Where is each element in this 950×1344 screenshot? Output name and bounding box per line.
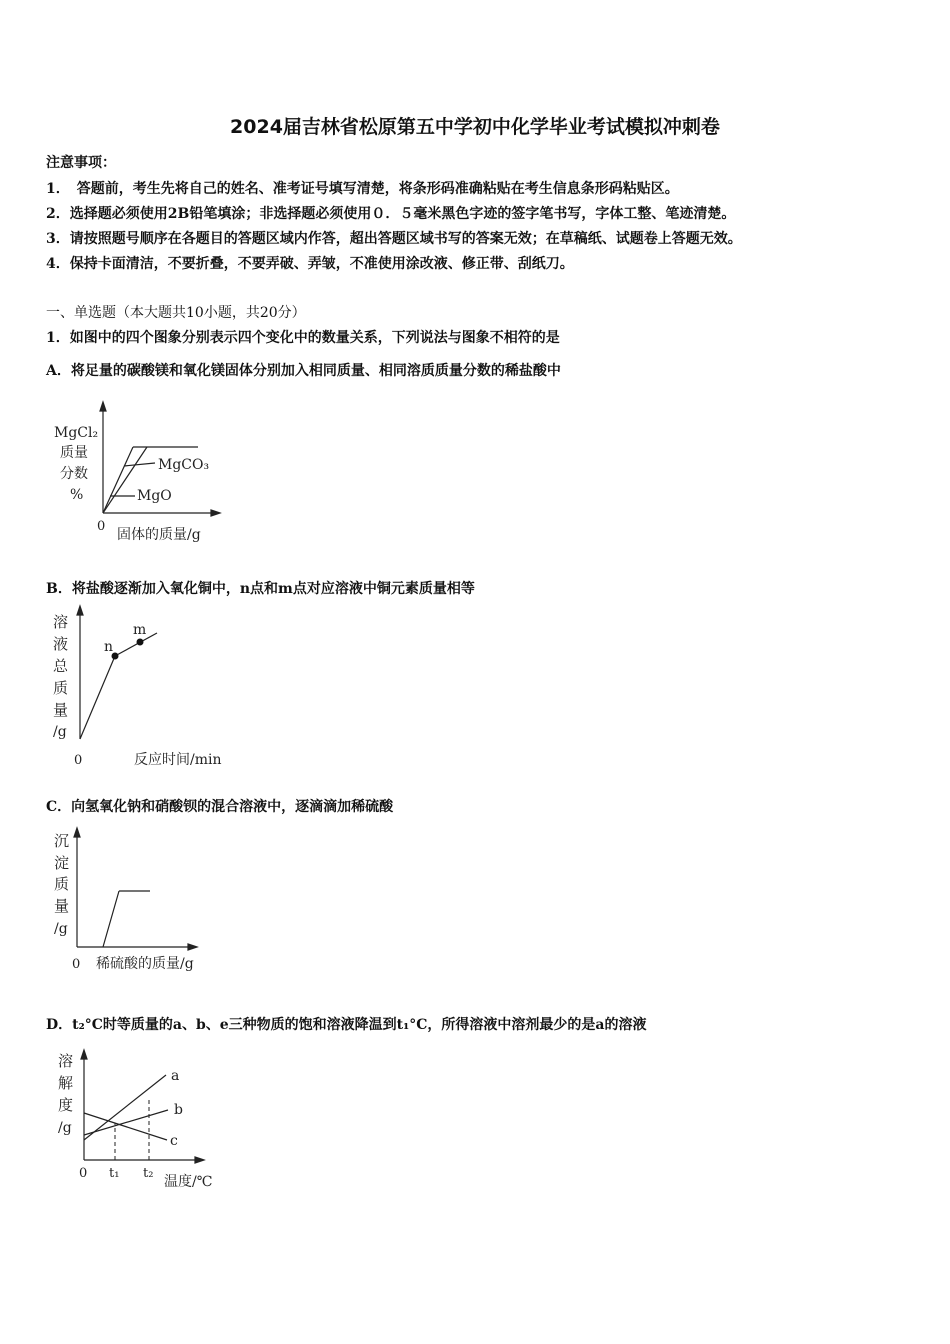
graph-a-xlabel: 固体的质量/g [117,527,201,543]
graph-a-ylabel-1: MgCl₂ [54,425,99,441]
notice-item-3: 3．请按照题号顺序在各题目的答题区域内作答，超出答题区域书写的答案无效；在草稿纸、试题卷上答题无效。 [46,231,742,247]
graph-d-ylabel-3: 度 [58,1096,74,1114]
graph-c-ylabel-5: /g [54,921,68,937]
option-d: D．t₂°C时等质量的a、b、e三种物质的饱和溶液降温到t₁°C，所得溶液中溶剂最少的是a的溶液 [46,1017,647,1033]
graph-a-series-mgco3: MgCO₃ [158,457,210,473]
notice-item-4: 4．保持卡面清洁，不要折叠，不要弄破、弄皱，不准使用涂改液、修正带、刮纸刀。 [46,256,574,272]
graph-d-origin: 0 [79,1166,88,1181]
curve-a [84,1075,166,1140]
question-1: 1．如图中的四个图象分别表示四个变化中的数量关系，下列说法与图象不相符的是 [46,330,560,346]
graph-c-ylabel-3: 质 [54,875,70,893]
graph-c-ylabel-2: 淀 [54,854,70,872]
graph-b-ylabel-6: /g [53,724,67,740]
curve-c [84,1113,167,1140]
graph-b-ylabel-2: 液 [53,635,69,653]
graph-d-tick-t2: t₂ [143,1166,154,1181]
graph-c-ylabel-1: 沉 [54,832,70,850]
graph-b-ylabel-5: 量 [53,701,69,719]
option-a: A．将足量的碳酸镁和氧化镁固体分别加入相同质量、相同溶质质量分数的稀盐酸中 [46,363,561,379]
graph-c-origin: 0 [72,957,81,972]
section-heading: 一、单选题（本大题共10小题，共20分） [46,305,306,321]
graph-c-ylabel-4: 量 [54,897,70,915]
graph-d-ylabel-1: 溶 [58,1052,74,1070]
option-b: B．将盐酸逐渐加入氧化铜中，n点和m点对应溶液中铜元素质量相等 [46,581,475,597]
notice-item-2: 2．选择题必须使用2B铅笔填涂；非选择题必须使用０．５毫米黑色字迹的签字笔书写，字体工整、笔迹清楚。 [46,206,736,222]
graph-a-ylabel-3: 分数 [60,466,88,482]
graph-b-ylabel-3: 总 [53,657,69,675]
graph-d-label-b: b [174,1102,183,1118]
graph-b-ylabel-1: 溶 [53,613,69,631]
notice-item-1: 1． 答题前，考生先将自己的姓名、准考证号填写清楚，将条形码准确粘贴在考生信息条形码粘贴区。 [46,181,679,197]
graph-d-label-c: c [170,1133,178,1149]
graph-a-series-mgo: MgO [137,488,172,504]
graph-d-xlabel: 温度/℃ [164,1174,213,1190]
graph-d-ylabel-4: /g [58,1120,72,1136]
graph-b-xlabel: 反应时间/min [134,752,222,768]
graph-d-tick-t1: t₁ [109,1166,120,1181]
page-title: 2024届吉林省松原第五中学初中化学毕业考试模拟冲刺卷 [230,116,720,138]
graph-b-ylabel-4: 质 [53,679,69,697]
graph-d-label-a: a [171,1068,180,1084]
graph-b-label-n: n [104,639,114,655]
graph-a-origin: 0 [97,519,106,534]
graph-a-ylabel-2: 质量 [60,445,88,461]
graph-b-label-m: m [133,622,147,638]
option-c: C．向氢氧化钠和硝酸钡的混合溶液中，逐滴滴加稀硫酸 [46,799,394,815]
graph-d-ylabel-2: 解 [58,1074,74,1092]
graph-a-ylabel-4: % [70,487,84,503]
graph-d-axes [81,1050,204,1163]
curve-b [84,1110,168,1135]
notice-heading: 注意事项： [46,155,116,171]
graph-c-xlabel: 稀硫酸的质量/g [96,956,194,972]
graph-b-origin: 0 [74,753,83,768]
